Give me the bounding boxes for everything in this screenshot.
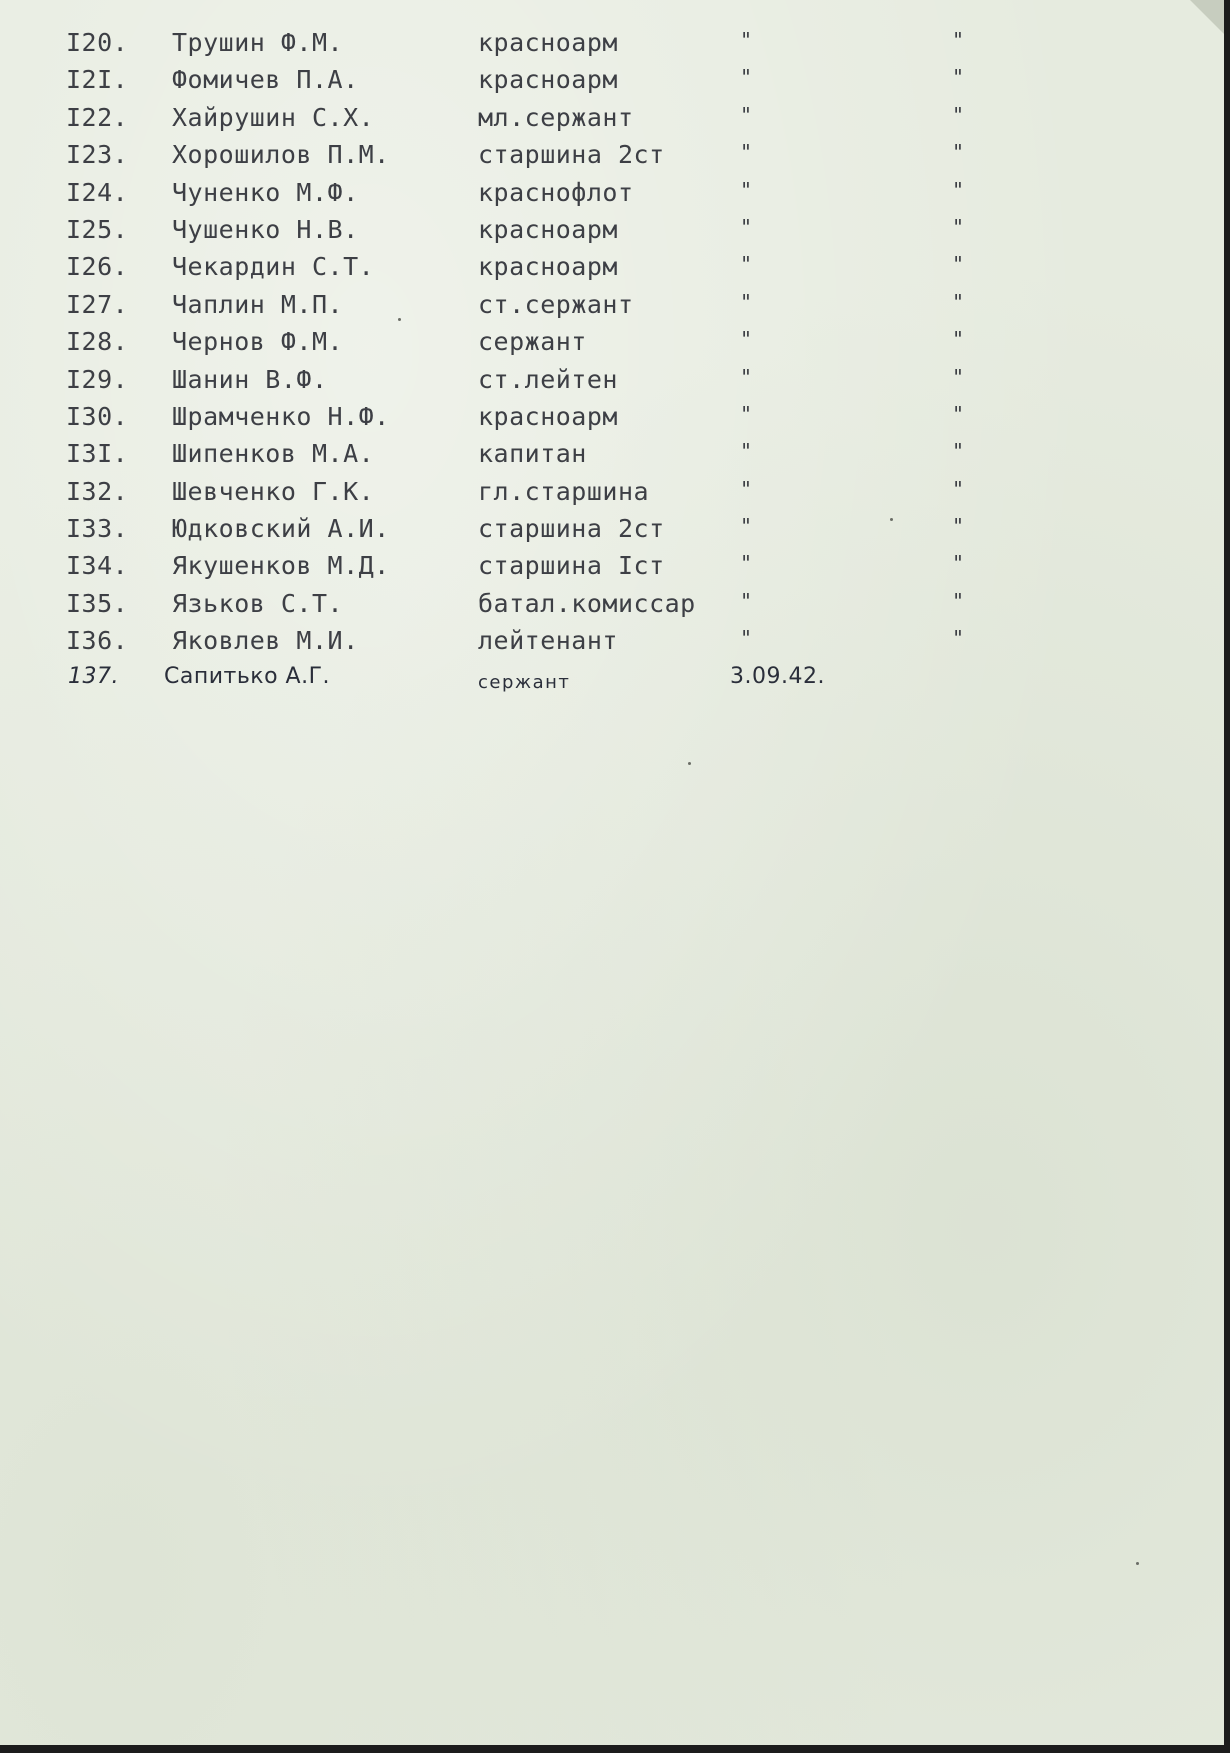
- ditto-mark: ": [740, 439, 753, 464]
- row-number: I24.: [66, 177, 129, 207]
- person-name: Чуненко М.Ф.: [172, 177, 359, 207]
- row-number: I22.: [66, 102, 129, 132]
- row-number: 137.: [68, 663, 119, 689]
- person-name: Чекардин С.Т.: [172, 252, 375, 282]
- ditto-mark: ": [740, 476, 753, 501]
- ditto-mark: ": [952, 327, 965, 352]
- person-rank: старшина 2ст: [478, 140, 665, 170]
- paper-speck: [1136, 1562, 1139, 1565]
- person-rank: красноарм: [478, 65, 618, 95]
- list-item: [0, 361, 1224, 398]
- ditto-mark: ": [740, 551, 753, 576]
- person-rank: мл.сержант: [478, 102, 634, 132]
- ditto-mark: ": [952, 214, 965, 239]
- scan-edge-right: [1224, 0, 1230, 1753]
- row-number: I30.: [66, 401, 129, 431]
- row-number: I35.: [66, 588, 129, 618]
- ditto-mark: ": [952, 364, 965, 389]
- list-item: [0, 622, 1224, 659]
- person-name: Шанин В.Ф.: [172, 364, 328, 394]
- person-rank: ст.сержант: [478, 289, 634, 319]
- list-item: [0, 136, 1224, 173]
- paper-speck: [688, 762, 691, 765]
- ditto-mark: ": [952, 102, 965, 127]
- row-number: I27.: [66, 289, 129, 319]
- row-number: I3I.: [66, 439, 129, 469]
- ditto-mark: ": [952, 28, 965, 52]
- entry-date: 3.09.42.: [730, 663, 825, 689]
- ditto-mark: ": [740, 65, 753, 90]
- person-rank: старшина Iст: [478, 551, 665, 581]
- ditto-mark: ": [740, 177, 753, 202]
- ditto-mark: ": [740, 514, 753, 539]
- person-rank: красноарм: [478, 252, 618, 282]
- row-number: I29.: [66, 364, 129, 394]
- person-rank: старшина 2ст: [478, 514, 665, 544]
- paper-speck: [398, 318, 401, 321]
- ditto-mark: ": [952, 476, 965, 501]
- list-item: [0, 473, 1224, 510]
- list-item: [0, 398, 1224, 435]
- ditto-mark: ": [740, 327, 753, 352]
- row-number: I36.: [66, 626, 129, 656]
- person-name: Фомичев П.А.: [172, 65, 359, 95]
- list-item: [0, 286, 1224, 323]
- person-rank: красноарм: [478, 28, 618, 57]
- person-name: Шипенков М.А.: [172, 439, 375, 469]
- person-name: Сапитько А.Г.: [164, 663, 330, 689]
- person-rank: красноарм: [478, 214, 618, 244]
- list-item: [0, 24, 1224, 61]
- person-name: Хайрушин С.Х.: [172, 102, 375, 132]
- row-number: I33.: [66, 514, 129, 544]
- ditto-mark: ": [740, 140, 753, 165]
- list-item: [0, 585, 1224, 622]
- row-number: I2I.: [66, 65, 129, 95]
- list-item: [0, 174, 1224, 211]
- scan-edge-bottom: [0, 1745, 1230, 1753]
- ditto-mark: ": [952, 401, 965, 426]
- ditto-mark: ": [740, 401, 753, 426]
- person-rank: батал.комиссар: [478, 588, 696, 618]
- ditto-mark: ": [740, 364, 753, 389]
- ditto-mark: ": [952, 177, 965, 202]
- list-item: [0, 547, 1224, 584]
- list-item: [0, 99, 1224, 136]
- ditto-mark: ": [952, 439, 965, 464]
- person-rank: сержант: [478, 327, 587, 357]
- ditto-mark: ": [952, 289, 965, 314]
- ditto-mark: ": [740, 102, 753, 127]
- person-name: Хорошилов П.М.: [172, 140, 390, 170]
- ditto-mark: ": [952, 140, 965, 165]
- ditto-mark: ": [952, 626, 965, 651]
- row-number: I34.: [66, 551, 129, 581]
- person-name: Якушенков М.Д.: [172, 551, 390, 581]
- list-item: [0, 323, 1224, 360]
- person-rank: краснофлот: [478, 177, 634, 207]
- person-rank: красноарм: [478, 401, 618, 431]
- paper-speck: [890, 518, 893, 521]
- person-name: Трушин Ф.М.: [172, 28, 344, 57]
- ditto-mark: ": [952, 65, 965, 90]
- person-name: Чушенко Н.В.: [172, 214, 359, 244]
- row-number: I26.: [66, 252, 129, 282]
- ditto-mark: ": [952, 588, 965, 613]
- list-item: [0, 435, 1224, 472]
- row-number: I25.: [66, 214, 129, 244]
- person-rank: капитан: [478, 439, 587, 469]
- ditto-mark: ": [740, 28, 753, 52]
- ditto-mark: ": [740, 626, 753, 651]
- personnel-list: [0, 24, 1224, 697]
- list-item: [0, 211, 1224, 248]
- person-rank: сержант: [478, 671, 571, 693]
- person-name: Чаплин М.П.: [172, 289, 344, 319]
- list-item: [0, 510, 1224, 547]
- person-name: Чернов Ф.М.: [172, 327, 344, 357]
- person-name: Шевченко Г.К.: [172, 476, 375, 506]
- ditto-mark: ": [740, 252, 753, 277]
- row-number: I28.: [66, 327, 129, 357]
- person-name: Юдковский А.И.: [172, 514, 390, 544]
- list-item: [0, 248, 1224, 285]
- ditto-mark: ": [740, 214, 753, 239]
- handwritten-row: [0, 660, 1224, 697]
- row-number: I20.: [66, 28, 129, 57]
- person-rank: ст.лейтен: [478, 364, 618, 394]
- ditto-mark: ": [952, 252, 965, 277]
- ditto-mark: ": [952, 514, 965, 539]
- person-name: Язьков С.Т.: [172, 588, 344, 618]
- person-rank: гл.старшина: [478, 476, 650, 506]
- list-item: [0, 61, 1224, 98]
- person-rank: лейтенант: [478, 626, 618, 656]
- person-name: Шрамченко Н.Ф.: [172, 401, 390, 431]
- person-name: Яковлев М.И.: [172, 626, 359, 656]
- ditto-mark: ": [740, 289, 753, 314]
- row-number: I23.: [66, 140, 129, 170]
- row-number: I32.: [66, 476, 129, 506]
- ditto-mark: ": [952, 551, 965, 576]
- ditto-mark: ": [740, 588, 753, 613]
